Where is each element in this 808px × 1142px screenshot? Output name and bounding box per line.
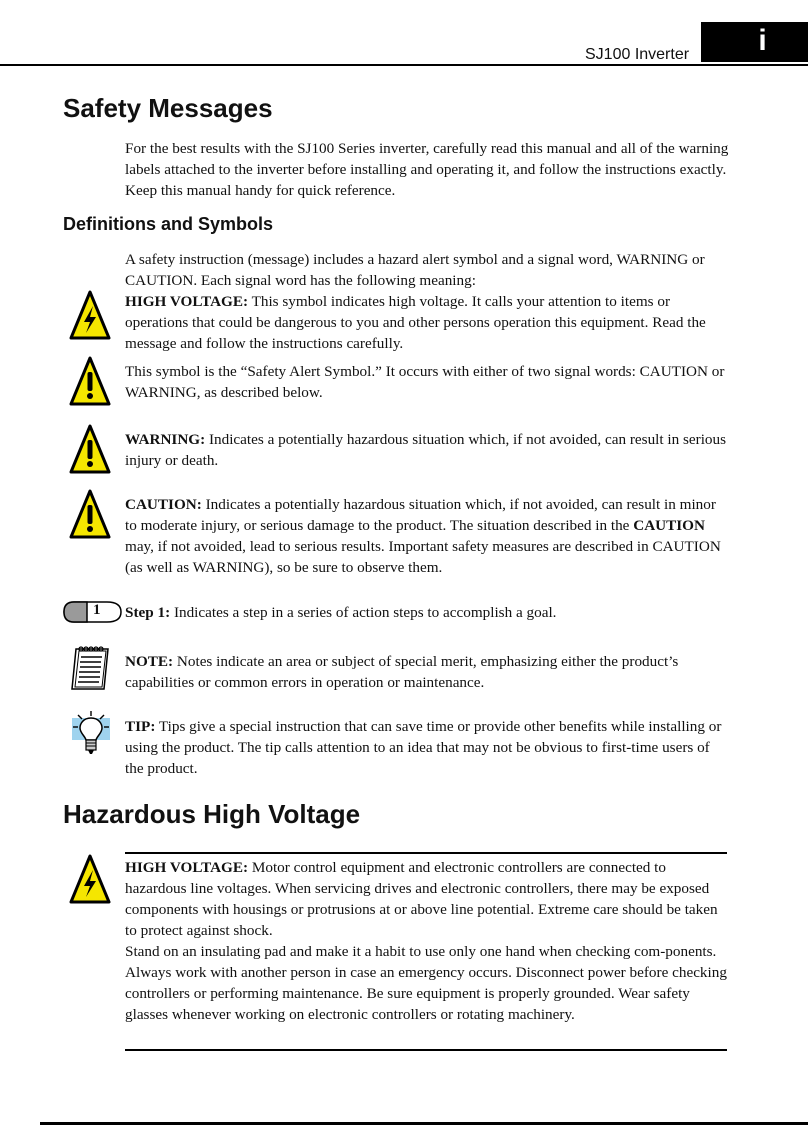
- safety-alert-icon: [69, 356, 111, 406]
- caution-text-1: Indicates a potentially hazardous situation which, if not avoided, can result in minor to moderate injury, or serious damage to the product. The situation described in the: [125, 496, 716, 534]
- hazard-heading: Hazardous High Voltage: [63, 799, 361, 829]
- footer-rule: [40, 1122, 808, 1125]
- safety-heading: Safety Messages: [63, 93, 273, 123]
- high-voltage-label: HIGH VOLTAGE:: [125, 293, 249, 310]
- high-voltage-text: This symbol indicates high voltage. It calls your attention to items or operations that could be dangerous to you and other persons operation this equipment. Read the message and follow the instructions carefully.: [125, 293, 706, 352]
- warning-text: Indicates a potentially hazardous situation which, if not avoided, can result in serious injury or death.: [125, 431, 727, 469]
- note-text: Notes indicate an area or subject of special merit, emphasizing either the product’s capabilities or common errors in operation or maintenance.: [125, 653, 679, 691]
- high-voltage-definition: [125, 291, 730, 354]
- note-label: NOTE:: [125, 653, 174, 670]
- caution-bold: CAUTION: [633, 517, 705, 534]
- warning-label: WARNING:: [125, 431, 206, 448]
- definitions-heading: Definitions and Symbols: [63, 214, 274, 234]
- step-number: 1: [93, 602, 101, 618]
- hazard-label: HIGH VOLTAGE:: [125, 859, 249, 876]
- header-title: SJ100 Inverter: [585, 46, 690, 63]
- safety-alert-definition: This symbol is the “Safety Alert Symbol.” It occurs with either of two signal words: CAUTION or WARNING, as described below.: [125, 363, 725, 401]
- caution-text-2: may, if not avoided, lead to serious results. Important safety measures are described in CAUTION (as well as WARNING), so be sure to observe them.: [125, 538, 721, 576]
- tip-lightbulb-icon: [68, 710, 114, 756]
- tip-definition: [125, 716, 730, 779]
- warning-definition: [125, 429, 730, 471]
- hazard-bottom-rule: [125, 1049, 727, 1051]
- step-badge: [63, 601, 123, 623]
- definitions-intro: A safety instruction (message) includes a hazard alert symbol and a signal word, WARNING or CAUTION. Each signal word has the following meaning:: [125, 251, 705, 289]
- step-definition: [125, 602, 730, 623]
- high-voltage-icon: [69, 290, 111, 340]
- chapter-tab-label: i: [758, 24, 767, 57]
- hazard-text-2: Stand on an insulating pad and make it a habit to use only one hand when checking com-ponents. Always work with another person in case an emergency occurs. Disconnect power before checking controllers or performing maintenance. Be sure equipment is properly grounded. Wear safety glasses whenever working on electronic controllers or rotating machinery.: [125, 943, 727, 1023]
- step-text: Indicates a step in a series of action steps to accomplish a goal.: [170, 604, 557, 621]
- step-label: Step 1:: [125, 604, 171, 621]
- caution-icon: [69, 489, 111, 539]
- warning-icon: [69, 424, 111, 474]
- chapter-tab: [701, 22, 808, 62]
- safety-intro: For the best results with the SJ100 Series inverter, carefully read this manual and all of the warning labels attached to the inverter before installing and operating it, and follow the instructions exactly. Keep this manual handy for quick reference.: [125, 140, 729, 199]
- header-rule: [0, 64, 808, 66]
- tip-label: TIP:: [125, 718, 156, 735]
- hazard-text-1: Motor control equipment and electronic controllers are connected to hazardous line voltages. When servicing drives and electronic controllers, there may be exposed components with housings or protrusions at or above line potential. Extreme care should be taken to protect against shock.: [125, 859, 718, 939]
- tip-text: Tips give a special instruction that can save time or provide other benefits while installing or using the product. The tip calls attention to an idea that may not be obvious to first-time users of the product.: [125, 718, 722, 777]
- caution-definition: [125, 494, 730, 578]
- caution-label: CAUTION:: [125, 496, 202, 513]
- hazard-top-rule: [125, 852, 727, 854]
- note-icon: [69, 645, 111, 691]
- hazard-text: [125, 857, 730, 1025]
- note-definition: [125, 651, 730, 693]
- hazard-high-voltage-icon: [69, 854, 111, 904]
